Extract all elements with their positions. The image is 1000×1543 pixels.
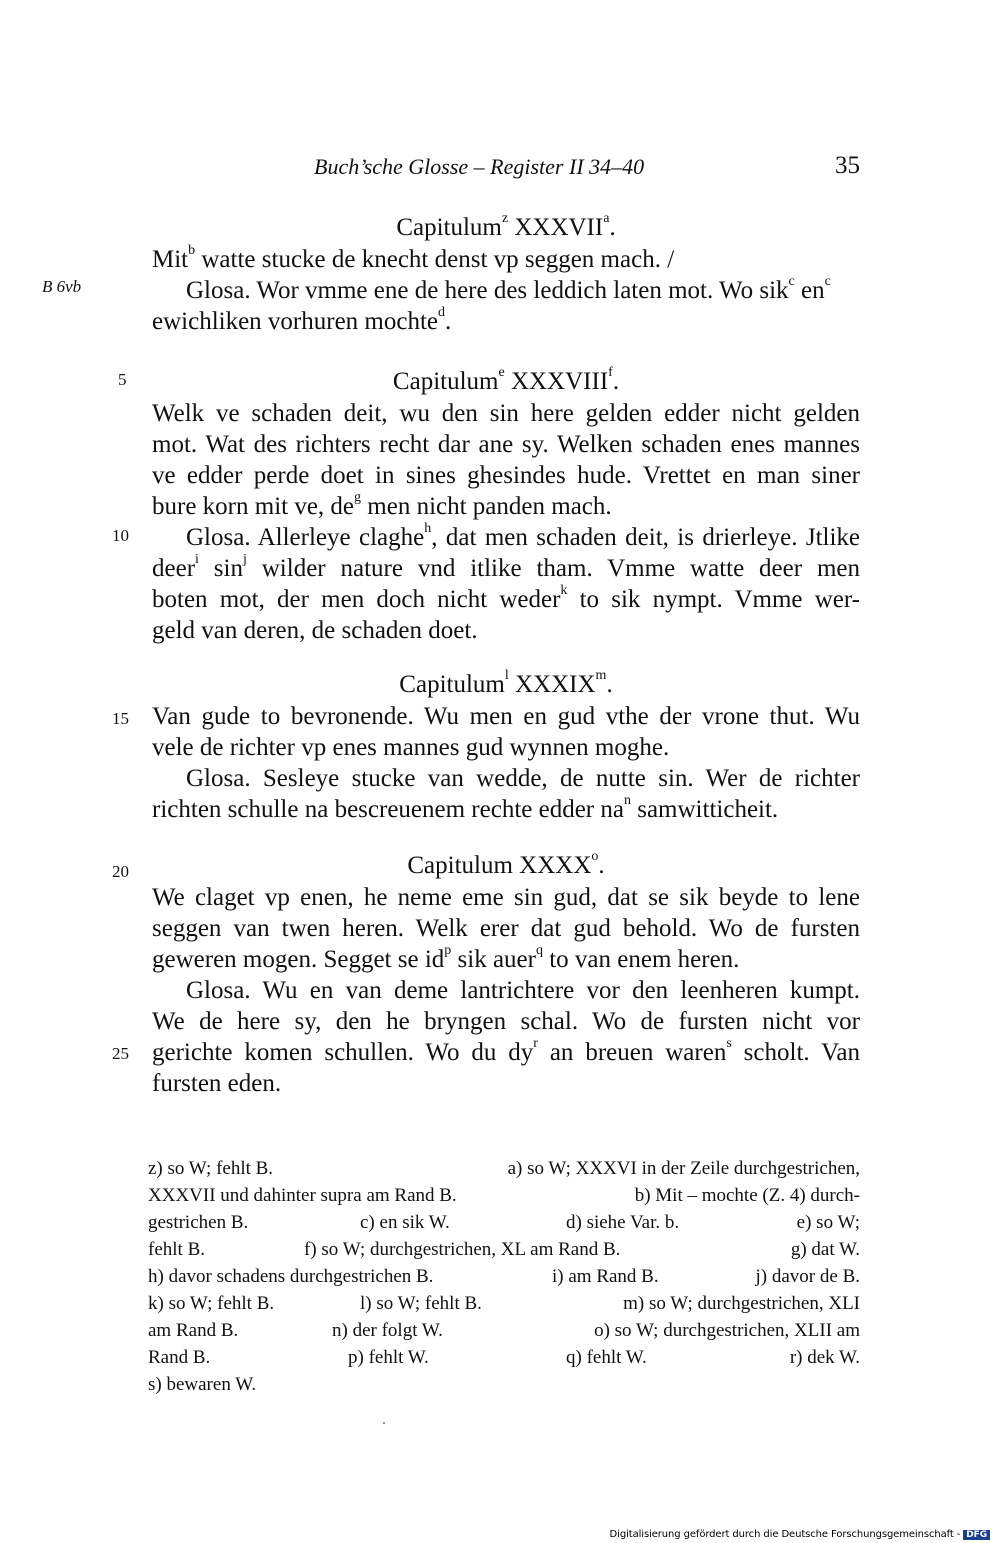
line-number: 10 bbox=[112, 526, 129, 545]
text-line: gerichte komen schullen. Wo du $dy^r$ an breuen waren$^s$ scholt. Van bbox=[152, 1036, 860, 1066]
chapter-heading: Capitulum XXXX$^o$. bbox=[407, 849, 605, 879]
digitization-footer bbox=[610, 1529, 990, 1540]
footnote: j) davor de B. bbox=[755, 1266, 860, 1287]
chapter-39 bbox=[152, 669, 860, 825]
chapter-heading: Capitulum$^l$ XXXIX$^m$. bbox=[399, 668, 613, 698]
footnote-line bbox=[148, 1182, 860, 1209]
line-number: 5 bbox=[118, 370, 127, 389]
footnote: r) dek W. bbox=[789, 1347, 860, 1368]
footnote: am Rand B. bbox=[148, 1320, 239, 1341]
text-line: vele de richter vp enes mannes gud wynnen moghe. bbox=[152, 734, 670, 761]
footer-text: Digitalisierung gefördert durch die Deutsche Forschungsgemeinschaft - bbox=[609, 1529, 961, 1540]
footnote: g) dat W. bbox=[790, 1239, 860, 1260]
footnote-line bbox=[148, 1371, 860, 1398]
text-line: richten schulle na bescreuenem rechte edder $na^n$ samwitticheit. bbox=[152, 793, 779, 823]
text-line: Van gude to bevronende. Wu men en gud vthe der vrone thut. Wu bbox=[152, 703, 860, 730]
running-header bbox=[314, 154, 860, 188]
footnote: l) so W; fehlt B. bbox=[360, 1293, 482, 1314]
footnote: e) so W; bbox=[796, 1212, 860, 1233]
footnote-line bbox=[148, 1236, 860, 1263]
text-line: mot. Wat des richters recht dar ane sy. Welken schaden enes mannes bbox=[152, 431, 860, 458]
text-line: Mit$^b$ watte stucke de knecht denst vp seggen mach. / bbox=[152, 243, 675, 273]
chapter-38 bbox=[152, 366, 860, 646]
footnote: b) Mit – mochte (Z. 4) durch- bbox=[634, 1185, 860, 1206]
text-line: geld van deren, de schaden doet. bbox=[152, 617, 478, 644]
text-line: Glosa. Allerleye claghe$^h$, dat men schaden deit, is drierleye. Jtlike bbox=[186, 521, 861, 551]
footnote: gestrichen B. bbox=[148, 1212, 249, 1233]
chapter-heading: Capitulum$^e$ XXXVIII$^f$. bbox=[392, 365, 620, 395]
text-line: geweren mogen. Segget se $id^p$ sik auer$^q$ to van enem heren. bbox=[152, 943, 740, 973]
footnote-apparatus bbox=[148, 1155, 860, 1398]
footnote: Rand B. bbox=[148, 1347, 211, 1368]
chapter-40 bbox=[152, 850, 860, 1099]
footnote: i) am Rand B. bbox=[552, 1266, 659, 1287]
text-line: deer$^i$ $\sin^j$ wilder nature vnd itlike tham. Vmme watte deer men bbox=[152, 552, 860, 582]
footnote: k) so W; fehlt B. bbox=[148, 1293, 275, 1314]
text-line: We de here sy, den he bryngen schal. Wo de fursten nicht vor bbox=[152, 1008, 860, 1035]
text-line: seggen van twen heren. Welk erer dat gud behold. Wo de fursten bbox=[152, 915, 860, 942]
footnote: f) so W; durchgestrichen, XL am Rand B. bbox=[304, 1239, 621, 1260]
footnote-line bbox=[148, 1209, 860, 1236]
text-line: Glosa. Wu en van deme lantrichtere vor den leenheren kumpt. bbox=[186, 977, 860, 1004]
scan-speck bbox=[383, 1422, 385, 1424]
footnote: o) so W; durchgestrichen, XLII am bbox=[594, 1320, 860, 1341]
text-line: We claget vp enen, he neme eme sin gud, dat se sik beyde to lene bbox=[152, 884, 860, 911]
text-line: Glosa. Wor vmme ene de here des leddich laten mot. Wo sik$^c$ $en^c$ bbox=[186, 274, 831, 304]
running-title: Buch’sche Glosse – Register II 34–40 bbox=[314, 154, 645, 179]
footnote: n) der folgt W. bbox=[332, 1320, 443, 1341]
line-number: 15 bbox=[112, 709, 129, 728]
page-number: 35 bbox=[835, 152, 860, 179]
footnote-line bbox=[148, 1263, 860, 1290]
footnote-line bbox=[148, 1344, 860, 1371]
margin-note: B 6vb bbox=[42, 277, 82, 296]
chapter-37 bbox=[152, 212, 860, 337]
footnote: m) so W; durchgestrichen, XLI bbox=[623, 1293, 860, 1314]
footnote: s) bewaren W. bbox=[148, 1374, 257, 1395]
text-line: ewichliken vorhuren mochte$^d$. bbox=[152, 305, 452, 335]
footnote-line bbox=[148, 1317, 860, 1344]
footnote-line bbox=[148, 1155, 860, 1182]
text-line: ve edder perde doet in sines ghesindes hude. Vrettet en man siner bbox=[152, 462, 860, 489]
text-line: Glosa. Sesleye stucke van wedde, de nutte sin. Wer de richter bbox=[186, 765, 860, 792]
footnote: q) fehlt W. bbox=[566, 1347, 647, 1368]
line-number: 20 bbox=[112, 862, 129, 881]
footnote: fehlt B. bbox=[148, 1239, 205, 1260]
footnote-line bbox=[148, 1290, 860, 1317]
footnote: p) fehlt W. bbox=[348, 1347, 429, 1368]
line-number: 25 bbox=[112, 1044, 129, 1063]
footnote: a) so W; XXXVI in der Zeile durchgestrichen, bbox=[507, 1158, 860, 1179]
text-line: boten mot, der men doch nicht weder$^k$ to sik nympt. Vmme wer- bbox=[152, 583, 860, 613]
footnote: h) davor schadens durchgestrichen B. bbox=[148, 1266, 434, 1287]
text-line: fursten eden. bbox=[152, 1070, 282, 1097]
footnote: d) siehe Var. b. bbox=[566, 1212, 680, 1233]
footnote: z) so W; fehlt B. bbox=[148, 1158, 274, 1179]
footnote: XXXVII und dahinter supra am Rand B. bbox=[148, 1185, 457, 1206]
chapter-heading: Capitulum$^z$ XXXVII$^a$. bbox=[396, 211, 616, 241]
text-line: Welk ve schaden deit, wu den sin here gelden edder nicht gelden bbox=[152, 400, 860, 427]
dfg-logo: DFG bbox=[963, 1530, 990, 1540]
footnote: c) en sik W. bbox=[360, 1212, 450, 1233]
text-line: bure korn mit ve, $de^g$ men nicht panden mach. bbox=[152, 490, 612, 520]
